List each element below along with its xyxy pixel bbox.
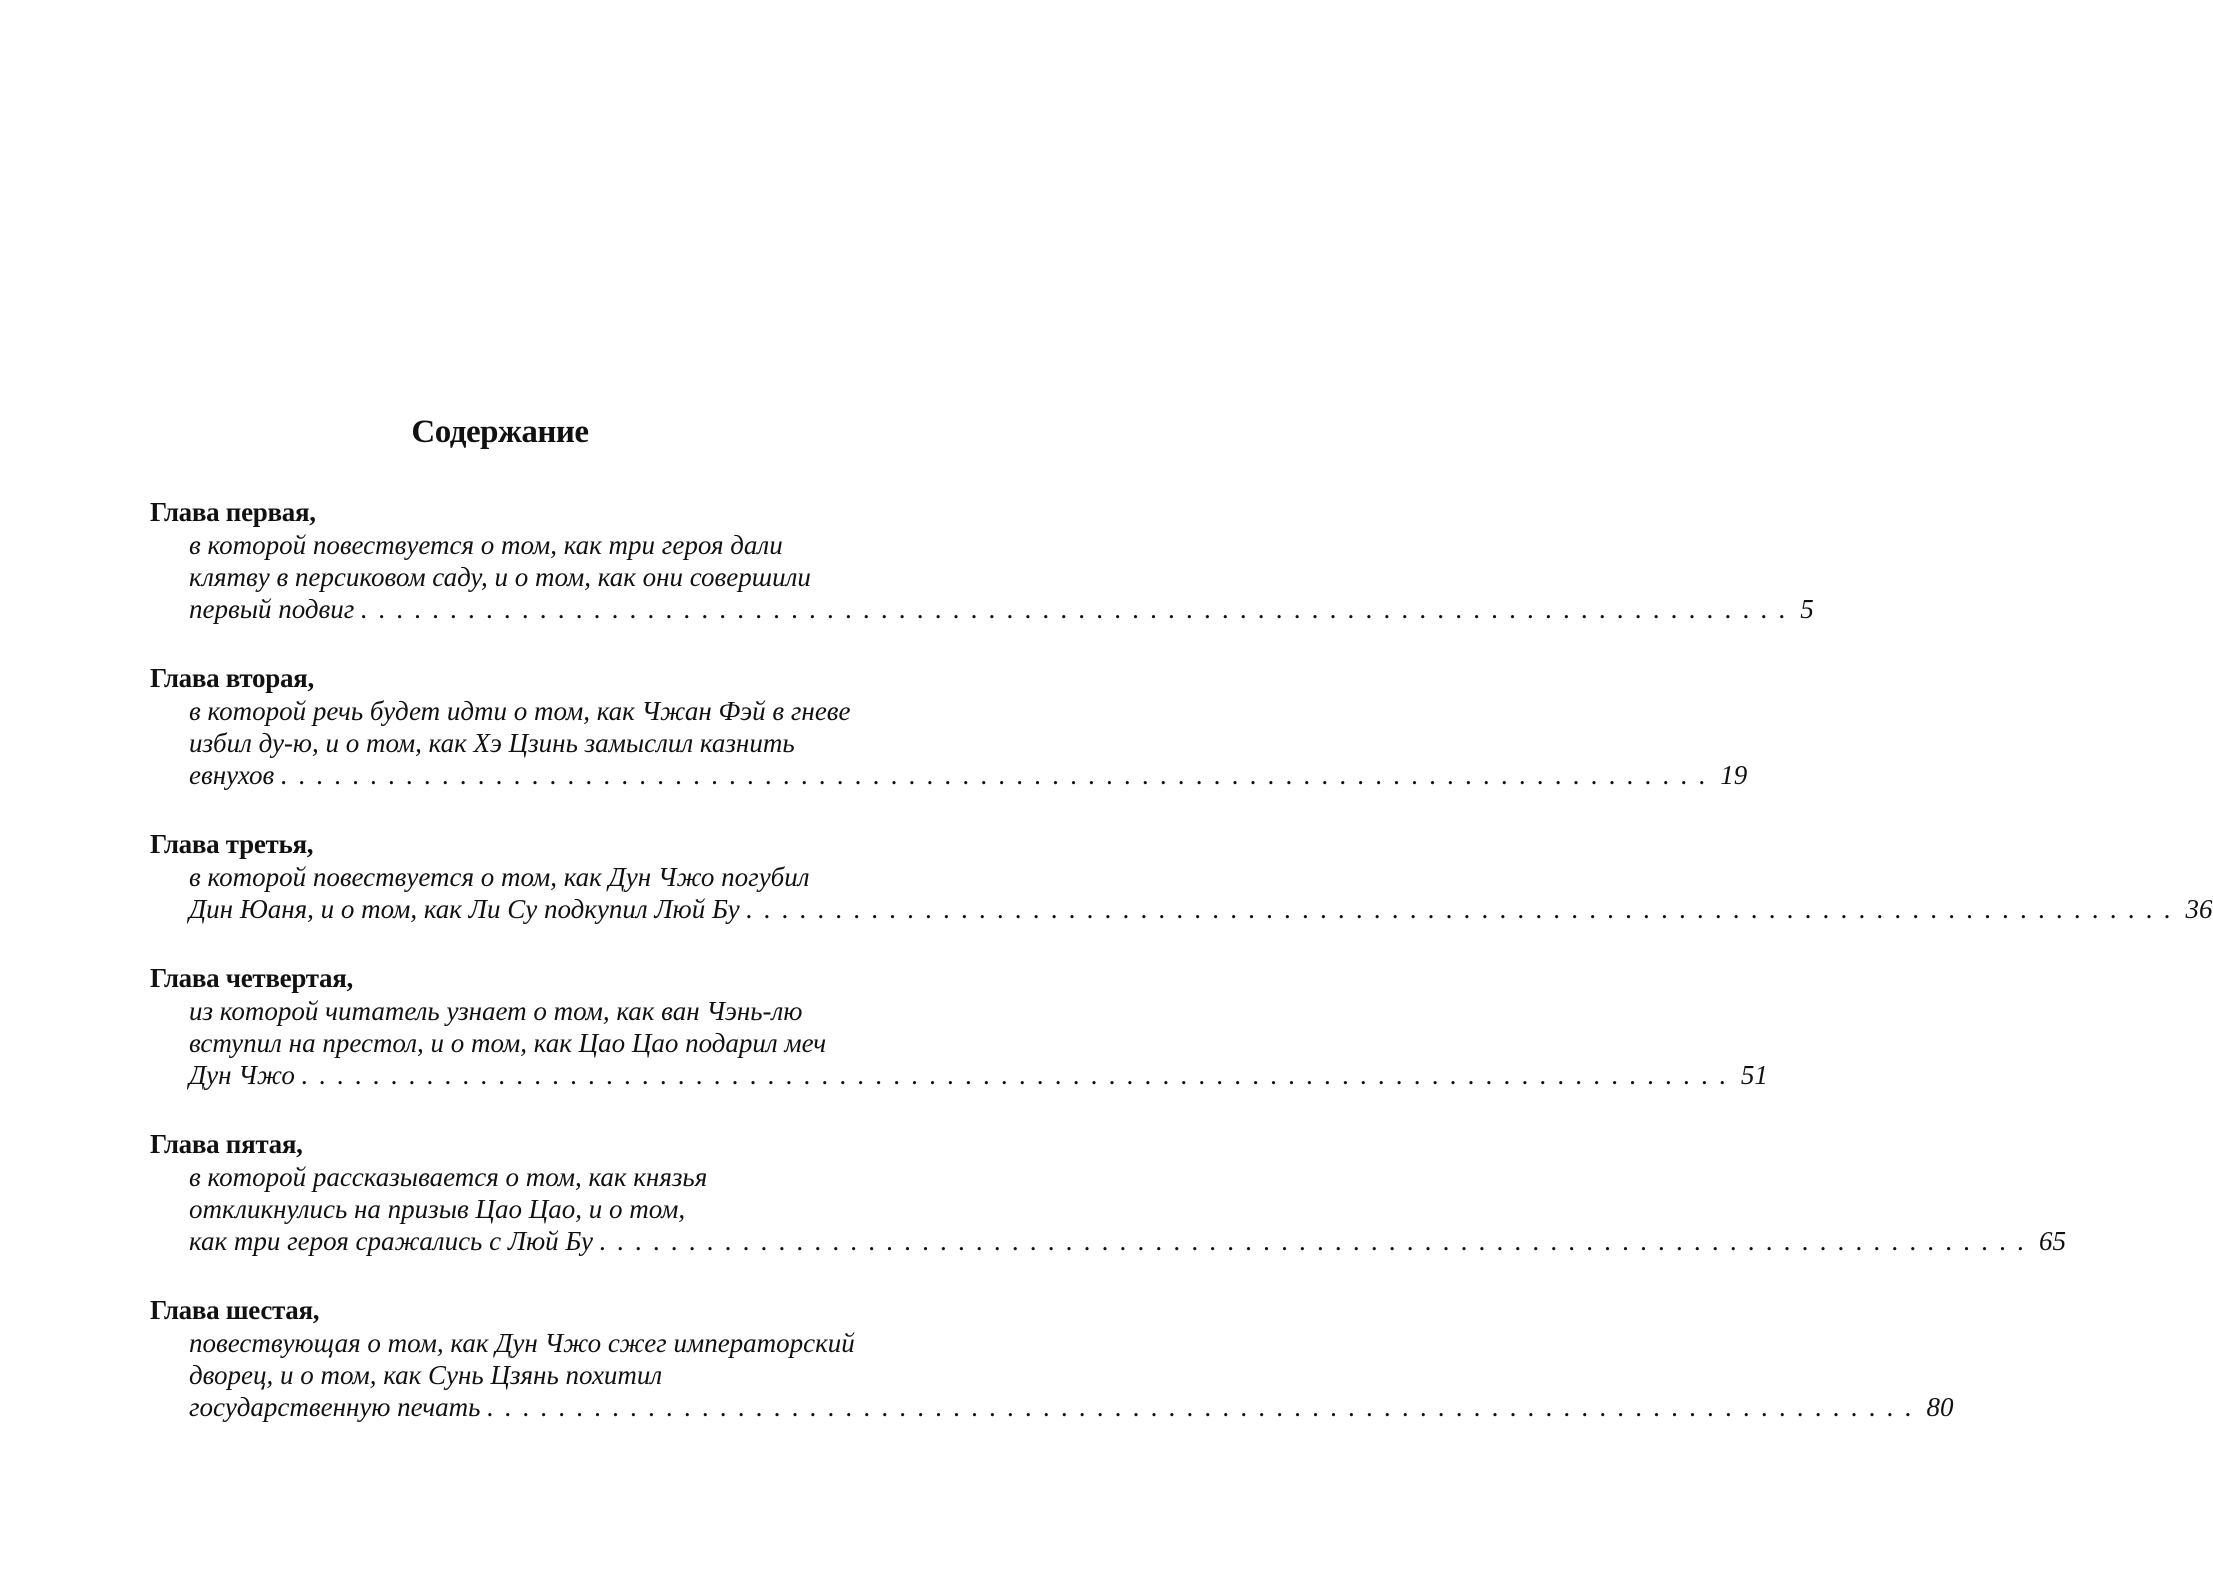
dot-leader: ................................................................................ xyxy=(598,1226,2035,1256)
description-line: из которой читатель узнает о том, как ван Чэнь-лю xyxy=(189,996,803,1026)
chapter-description xyxy=(189,695,1748,791)
chapter-description xyxy=(189,1327,1954,1423)
description-last-line xyxy=(189,1225,2066,1257)
description-line: в которой рассказывается о том, как князья xyxy=(189,1162,708,1192)
description-line: откликнулись на призыв Цао Цао, и о том, xyxy=(189,1194,686,1224)
chapter-description xyxy=(189,861,2213,925)
description-line: дворец, и о том, как Сунь Цзянь похитил xyxy=(189,1360,663,1390)
chapter-description xyxy=(189,995,1768,1091)
description-line: государственную печать xyxy=(189,1392,481,1422)
description-line: вступил на престол, и о том, как Цао Цао подарил меч xyxy=(189,1028,827,1058)
toc-entry-2 xyxy=(150,661,1748,827)
dot-leader: ................................................................................ xyxy=(300,1060,1737,1090)
toc-entry-1 xyxy=(150,495,1814,661)
description-line: в которой повествуется о том, как Дун Чжо погубил xyxy=(189,862,810,892)
chapter-heading: Глава пятая, xyxy=(150,1129,303,1159)
dot-leader: ................................................................................ xyxy=(486,1392,1923,1422)
description-last-line xyxy=(189,1391,1954,1423)
chapter-heading: Глава четвертая, xyxy=(150,963,353,993)
description-line: как три героя сражались с Люй Бу xyxy=(189,1226,593,1256)
chapter-heading: Глава шестая, xyxy=(150,1295,320,1325)
toc-entry-4 xyxy=(150,961,1768,1127)
dot-leader: ................................................................................ xyxy=(745,894,2182,924)
chapter-description xyxy=(189,529,1814,625)
chapter-heading: Глава вторая, xyxy=(150,663,314,693)
chapter-heading: Глава третья, xyxy=(150,829,314,859)
chapter-description xyxy=(189,1161,2066,1257)
table-of-contents xyxy=(150,495,2213,1459)
description-line: повествующая о том, как Дун Чжо сжег императорский xyxy=(189,1328,855,1358)
toc-entry-6 xyxy=(150,1293,1954,1459)
description-line: Дун Чжо xyxy=(189,1060,295,1090)
page-number: 65 xyxy=(2038,1226,2066,1256)
description-line: в которой речь будет идти о том, как Чжан Фэй в гневе xyxy=(189,696,851,726)
description-last-line xyxy=(189,593,1814,625)
description-line: в которой повествуется о том, как три героя дали xyxy=(189,530,783,560)
description-line: избил ду-ю, и о том, как Хэ Цзинь замыслил казнить xyxy=(189,728,795,758)
description-last-line xyxy=(189,1059,1768,1091)
chapter-heading: Глава первая, xyxy=(150,497,316,527)
description-line: Дин Юаня, и о том, как Ли Су подкупил Люй Бу xyxy=(189,894,740,924)
toc-entry-5 xyxy=(150,1127,2066,1293)
description-line: первый подвиг xyxy=(189,594,355,624)
description-last-line xyxy=(189,893,2213,925)
dot-leader: ................................................................................ xyxy=(360,594,1797,624)
page-number: 36 xyxy=(2185,894,2213,924)
page-number: 51 xyxy=(1740,1060,1768,1090)
page-title: Содержание xyxy=(411,414,589,450)
page-number: 19 xyxy=(1720,760,1748,790)
page-number: 5 xyxy=(1800,594,1814,624)
description-line: клятву в персиковом саду, и о том, как они совершили xyxy=(189,562,811,592)
dot-leader: ................................................................................ xyxy=(280,760,1717,790)
description-last-line xyxy=(189,759,1748,791)
page-number: 80 xyxy=(1926,1392,1954,1422)
toc-entry-3 xyxy=(150,827,2213,961)
description-line: евнухов xyxy=(189,760,275,790)
